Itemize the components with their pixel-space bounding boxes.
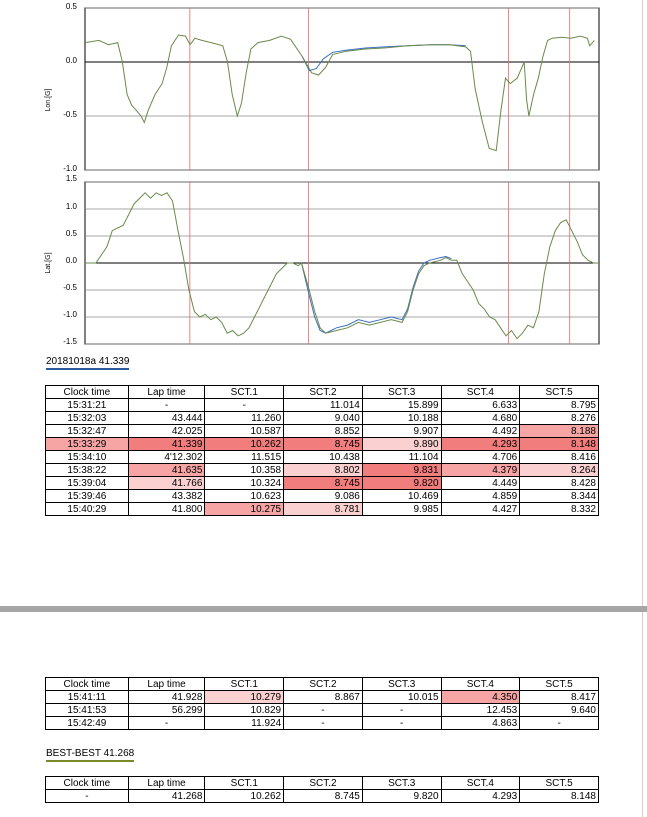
cell-sct4: 4.449 (441, 477, 520, 490)
cell-sct3: 9.831 (362, 464, 441, 477)
cell-sct1: 10.324 (205, 477, 284, 490)
column-header-clock-time: Clock time (46, 777, 129, 790)
y-tick-labels (63, 175, 77, 346)
cell-clock-time: 15:32:47 (46, 425, 129, 438)
cell-sct5: 8.276 (520, 412, 599, 425)
cell-sct3: 9.820 (362, 790, 441, 803)
cell-clock-time: 15:31:21 (46, 399, 129, 412)
cell-sct4: 4.293 (441, 790, 520, 803)
header-row (46, 678, 599, 691)
cell-sct5: 9.640 (520, 704, 599, 717)
best-best-title[interactable] (46, 748, 134, 759)
cell-lap-time: 43.382 (128, 490, 205, 503)
best-best-table (45, 776, 599, 803)
cell-sct4: 4.680 (441, 412, 520, 425)
lap-row (46, 490, 599, 503)
lap-row (46, 464, 599, 477)
session-lap-table-continued (45, 677, 599, 730)
lap-row (46, 425, 599, 438)
cell-lap-time: - (128, 717, 205, 730)
column-header-sct5: SCT.5 (520, 777, 599, 790)
y-tick-labels (63, 2, 77, 173)
header-row (46, 777, 599, 790)
column-header-sct4: SCT.4 (441, 386, 520, 399)
y-tick-label: 1.0 (65, 202, 77, 211)
column-header-clock-time: Clock time (46, 386, 129, 399)
lap-row (46, 503, 599, 516)
cell-sct1: 10.623 (205, 490, 284, 503)
cell-sct2: 8.802 (284, 464, 363, 477)
cell-sct5: 8.148 (520, 790, 599, 803)
cell-sct2: 8.781 (284, 503, 363, 516)
y-tick-label: 0.0 (65, 256, 77, 265)
cell-clock-time: 15:33:29 (46, 438, 129, 451)
cell-clock-time: 15:39:46 (46, 490, 129, 503)
cell-sct3: 10.188 (362, 412, 441, 425)
cell-sct1: 11.924 (205, 717, 284, 730)
cell-sct5: 8.795 (520, 399, 599, 412)
cell-lap-time: 41.766 (128, 477, 205, 490)
lap-row (46, 790, 599, 803)
y-tick-label: -0.5 (63, 283, 77, 292)
cell-sct5: 8.148 (520, 438, 599, 451)
cell-sct2: 9.040 (284, 412, 363, 425)
column-header-lap-time: Lap time (128, 386, 205, 399)
lap-row (46, 691, 599, 704)
cell-sct1: 10.279 (205, 691, 284, 704)
column-header-sct4: SCT.4 (441, 777, 520, 790)
y-tick-label: -1.5 (63, 337, 77, 346)
cell-sct1: 10.262 (205, 438, 284, 451)
lap-row (46, 438, 599, 451)
cell-sct3: 10.015 (362, 691, 441, 704)
cell-sct2: 9.086 (284, 490, 363, 503)
cell-sct4: 12.453 (441, 704, 520, 717)
best-best-title-text: BEST-BEST 41.268 (46, 748, 134, 762)
cell-sct2: 8.867 (284, 691, 363, 704)
cell-sct5: 8.264 (520, 464, 599, 477)
cell-sct3: 11.104 (362, 451, 441, 464)
cell-sct2: 10.438 (284, 451, 363, 464)
column-header-sct2: SCT.2 (284, 678, 363, 691)
cell-lap-time: 41.928 (128, 691, 205, 704)
cell-sct5: 8.344 (520, 490, 599, 503)
cell-sct2: 8.745 (284, 438, 363, 451)
column-header-lap-time: Lap time (128, 678, 205, 691)
session-title-text: 20181018a 41.339 (46, 356, 129, 370)
y-axis-label: Lon.[G] (45, 88, 52, 112)
lap-row (46, 477, 599, 490)
y-tick-label: -1.0 (63, 310, 77, 319)
cell-sct4: 4.863 (441, 717, 520, 730)
cell-sct5: 8.428 (520, 477, 599, 490)
cell-clock-time: 15:34:10 (46, 451, 129, 464)
cell-sct2: - (284, 704, 363, 717)
column-header-lap-time: Lap time (128, 777, 205, 790)
cell-lap-time: 41.339 (128, 438, 205, 451)
session-title[interactable] (46, 356, 129, 367)
cell-clock-time: 15:40:29 (46, 503, 129, 516)
cell-sct2: - (284, 717, 363, 730)
cell-sct4: 4.293 (441, 438, 520, 451)
column-header-sct1: SCT.1 (205, 678, 284, 691)
column-header-sct2: SCT.2 (284, 386, 363, 399)
cell-sct1: - (205, 399, 284, 412)
cell-sct4: 4.706 (441, 451, 520, 464)
y-tick-label: 0.5 (65, 229, 77, 238)
cell-sct1: 10.829 (205, 704, 284, 717)
cell-clock-time: 15:41:53 (46, 704, 129, 717)
lap-row (46, 399, 599, 412)
cell-sct3: 9.890 (362, 438, 441, 451)
cell-sct2: 8.745 (284, 477, 363, 490)
y-tick-label: 0.0 (65, 56, 77, 65)
header-row (46, 386, 599, 399)
cell-sct2: 11.014 (284, 399, 363, 412)
cell-lap-time: 41.635 (128, 464, 205, 477)
cell-clock-time: 15:39:04 (46, 477, 129, 490)
column-header-sct1: SCT.1 (205, 777, 284, 790)
column-header-sct5: SCT.5 (520, 678, 599, 691)
cell-sct1: 10.275 (205, 503, 284, 516)
cell-sct3: 9.820 (362, 477, 441, 490)
cell-sct3: 10.469 (362, 490, 441, 503)
cell-sct5: 8.188 (520, 425, 599, 438)
cell-clock-time: 15:41:11 (46, 691, 129, 704)
y-tick-label: -0.5 (63, 110, 77, 119)
cell-sct2: 8.745 (284, 790, 363, 803)
cell-sct4: 4.350 (441, 691, 520, 704)
page-divider (0, 606, 647, 612)
column-header-sct4: SCT.4 (441, 678, 520, 691)
plot-frame (85, 8, 599, 170)
y-tick-label: -1.0 (63, 164, 77, 173)
cell-sct1: 11.515 (205, 451, 284, 464)
cell-sct5: 8.416 (520, 451, 599, 464)
session-lap-table (45, 385, 599, 516)
lat-g-chart (0, 175, 610, 350)
cell-sct4: 4.379 (441, 464, 520, 477)
column-header-clock-time: Clock time (46, 678, 129, 691)
cell-lap-time: 42.025 (128, 425, 205, 438)
cell-lap-time: 56.299 (128, 704, 205, 717)
cell-sct5: - (520, 717, 599, 730)
cell-sct1: 11.260 (205, 412, 284, 425)
lon-g-chart (0, 0, 610, 175)
cell-sct4: 4.859 (441, 490, 520, 503)
cell-sct1: 10.587 (205, 425, 284, 438)
y-tick-label: 1.5 (65, 175, 77, 183)
column-header-sct3: SCT.3 (362, 777, 441, 790)
page-edge (642, 0, 643, 817)
column-header-sct5: SCT.5 (520, 386, 599, 399)
cell-sct3: 9.985 (362, 503, 441, 516)
cell-lap-time: 43.444 (128, 412, 205, 425)
cell-sct4: 4.427 (441, 503, 520, 516)
cell-lap-time: 4'12.302 (128, 451, 205, 464)
column-header-sct2: SCT.2 (284, 777, 363, 790)
cell-clock-time: 15:32:03 (46, 412, 129, 425)
column-header-sct1: SCT.1 (205, 386, 284, 399)
cell-sct2: 8.852 (284, 425, 363, 438)
y-tick-label: 0.5 (65, 2, 77, 11)
cell-sct1: 10.262 (205, 790, 284, 803)
cell-sct3: - (362, 704, 441, 717)
cell-sct3: 9.907 (362, 425, 441, 438)
column-header-sct3: SCT.3 (362, 386, 441, 399)
cell-lap-time: - (128, 399, 205, 412)
y-axis-label: Lat.[G] (45, 252, 52, 274)
lap-row (46, 451, 599, 464)
cell-lap-time: 41.800 (128, 503, 205, 516)
cell-sct3: - (362, 717, 441, 730)
lap-row (46, 704, 599, 717)
cell-sct3: 15.899 (362, 399, 441, 412)
cell-lap-time: 41.268 (128, 790, 205, 803)
lap-row (46, 717, 599, 730)
lap-row (46, 412, 599, 425)
cell-sct1: 10.358 (205, 464, 284, 477)
cell-clock-time: - (46, 790, 129, 803)
cell-clock-time: 15:42:49 (46, 717, 129, 730)
cell-sct5: 8.332 (520, 503, 599, 516)
cell-sct5: 8.417 (520, 691, 599, 704)
cell-sct4: 4.492 (441, 425, 520, 438)
cell-sct4: 6.633 (441, 399, 520, 412)
cell-clock-time: 15:38:22 (46, 464, 129, 477)
column-header-sct3: SCT.3 (362, 678, 441, 691)
